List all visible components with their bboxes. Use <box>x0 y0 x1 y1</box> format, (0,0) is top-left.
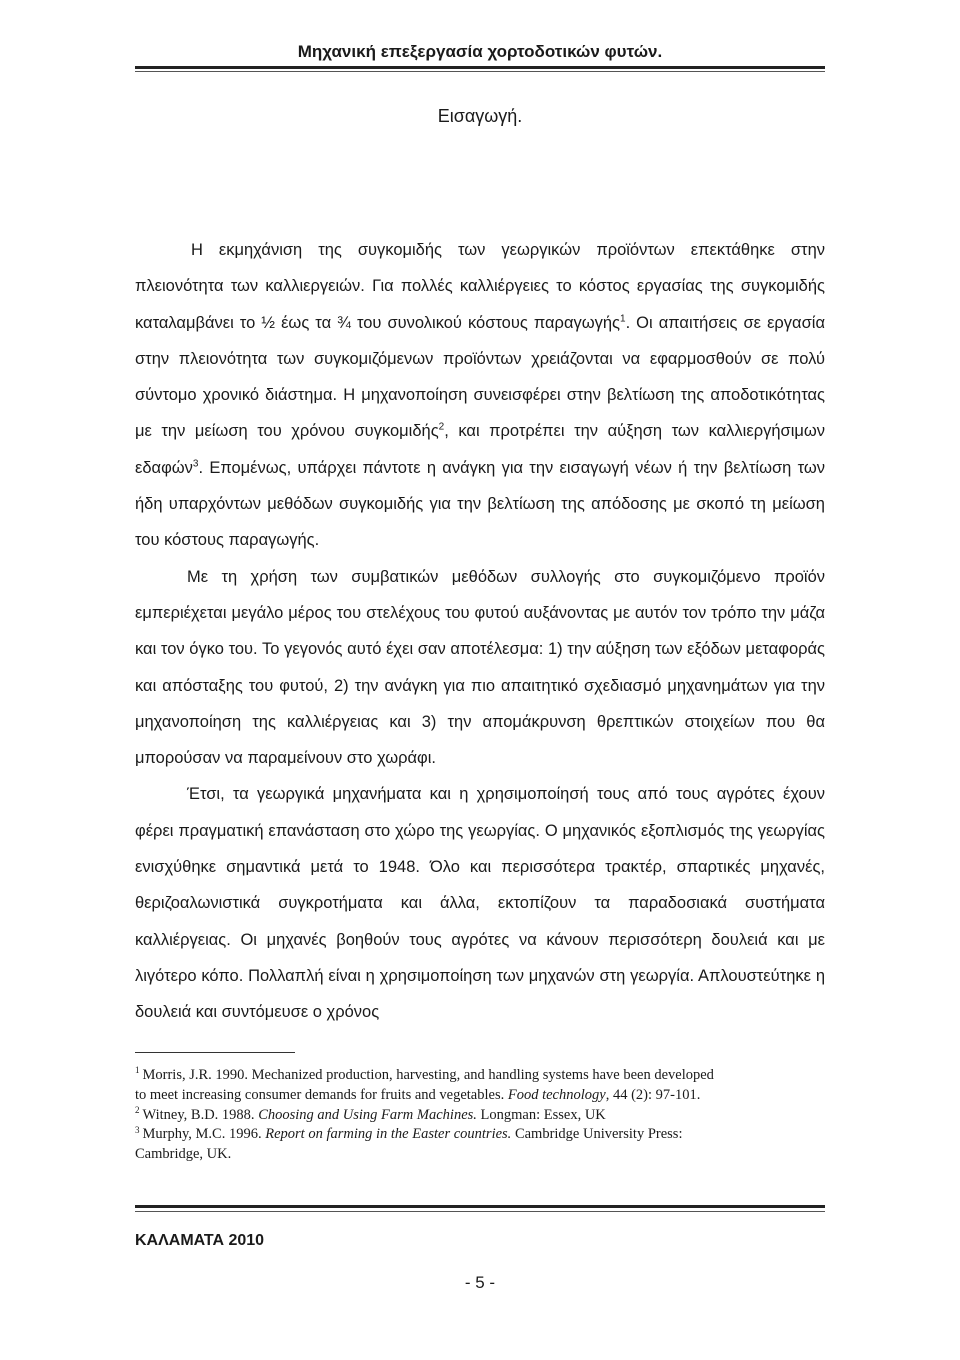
paragraph-1-part-d: . Επομένως, υπάρχει πάντοτε η ανάγκη για την εισαγωγή νέων ή την βελτίωση των ήδη υπαρχόντων μεθόδων συγκομιδής για την βελτίωση της απόδοσης με σκοπό τη μείωση του κόστους παραγωγής. <box>135 458 825 550</box>
paragraph-1 <box>135 232 825 559</box>
footnotes <box>135 1066 715 1165</box>
body-text <box>135 232 825 1031</box>
footnote-3-italic: Report on farming in the Easter countries. <box>265 1126 512 1143</box>
footnote-2-italic: Choosing and Using Farm Machines. <box>258 1106 477 1123</box>
section-title: Εισαγωγή. <box>437 106 523 126</box>
paragraph-1-part-c: , και προτρέπει την αύξηση των καλλιεργήσιμων εδαφών <box>135 422 825 477</box>
footer-rule-thin <box>135 1211 825 1212</box>
running-header: Μηχανική επεξεργασία χορτοδοτικών φυτών. <box>297 42 663 61</box>
footnote-ref-3: 3 <box>192 458 199 470</box>
footnote-3-text-a: Murphy, M.C. 1996. <box>142 1126 266 1143</box>
footnote-1-text-a: Morris, J.R. 1990. Mechanized production, harvesting, and handling systems have been developed to meet increasing consumer demands for fruits and vegetables. <box>135 1067 714 1103</box>
paragraph-3: Έτσι, τα γεωργικά μηχανήματα και η χρησιμοποίησή τους από τους αγρότες έχουν φέρει πραγματική επανάσταση στο χώρο της γεωργίας. Ο μηχανικός εξοπλισμός της γεωργίας ενισχύθηκε σημαντικά μετά το 1948. Όλο και περισσότερα τρακτέρ, σπαρτικές μηχανές, θεριζοαλωνιστικά συγκροτήματα και άλλα, εκτοπίζουν τα παραδοσιακά συστήματα καλλιέργειας. Οι μηχανές βοηθούν τους αγρότες να κάνουν περισσότερη δουλειά και με λιγότερο κόπο. Πολλαπλή είναι η χρησιμοποίηση των μηχανών στη γεωργία. Απλουστεύτηκε η δουλειά και συντόμευσε ο χρόνος <box>135 785 825 1022</box>
paragraph-1-part-b: . Οι απαιτήσεις σε εργασία στην πλειονότητα των συγκομιζόμενων προϊόντων χρειάζονται να εφαρμοσθούν σε πολύ σύντομο χρονικό διάστημα. Η μηχανοποίηση συνεισφέρει στην βελτίωση της αποδοτικότητας με την μείωση του χρόνου συγκομιδής <box>135 313 825 441</box>
footnote-2-text-a: Witney, B.D. 1988. <box>142 1106 259 1123</box>
footnote-2 <box>135 1106 715 1126</box>
page-number: - 5 - <box>464 1273 496 1292</box>
header-rule-thin <box>135 71 825 72</box>
footer-city: ΚΑΛΑΜΑΤΑ 2010 <box>135 1232 265 1249</box>
footnote-1-text-b: , 44 (2): 97-101. <box>605 1086 701 1103</box>
footnote-1-number: 1 <box>135 1065 140 1076</box>
footnote-3-number: 3 <box>135 1124 140 1135</box>
footer-rule <box>135 1205 825 1208</box>
header-rule <box>135 66 825 69</box>
footnote-separator <box>135 1052 295 1053</box>
footnote-1-italic: Food technology <box>507 1086 606 1103</box>
footnote-1 <box>135 1066 715 1106</box>
footnote-ref-2: 2 <box>438 421 445 433</box>
footnote-2-text-b: Longman: Essex, UK <box>476 1106 606 1123</box>
paragraph-2: Με τη χρήση των συμβατικών μεθόδων συλλογής στο συγκομιζόμενο προϊόν εμπεριέχεται μεγάλο μέρος του στελέχους του φυτού αυξάνοντας με αυτόν τον τρόπο την μάζα και τον όγκο του. Το γεγονός αυτό έχει σαν αποτέλεσμα: 1) την αύξηση των εξόδων μεταφοράς και απόσταξης του φυτού, 2) την ανάγκη για πιο απαιτητικό σχεδιασμό μηχανημάτων για την μηχανοποίηση της καλλιέργειας και 3) την απομάκρυνση θρεπτικών στοιχείων που θα μπορούσαν να παραμείνουν στο χωράφι. <box>135 567 825 768</box>
footnote-3 <box>135 1125 715 1165</box>
footnote-3-text-b: Cambridge University Press: Cambridge, UK. <box>135 1126 683 1163</box>
footnote-ref-1: 1 <box>620 313 626 325</box>
footnote-2-number: 2 <box>135 1104 140 1115</box>
paragraph-1-part-a: Η εκμηχάνιση της συγκομιδής των γεωργικών προϊόντων επεκτάθηκε στην πλειονότητα των καλλιεργειών. Για πολλές καλλιέργειες το κόστος εργασίας της συγκομιδής καταλαμβάνει το ½ έως τα ¾ του συνολικού κόστους παραγωγής <box>135 241 825 332</box>
